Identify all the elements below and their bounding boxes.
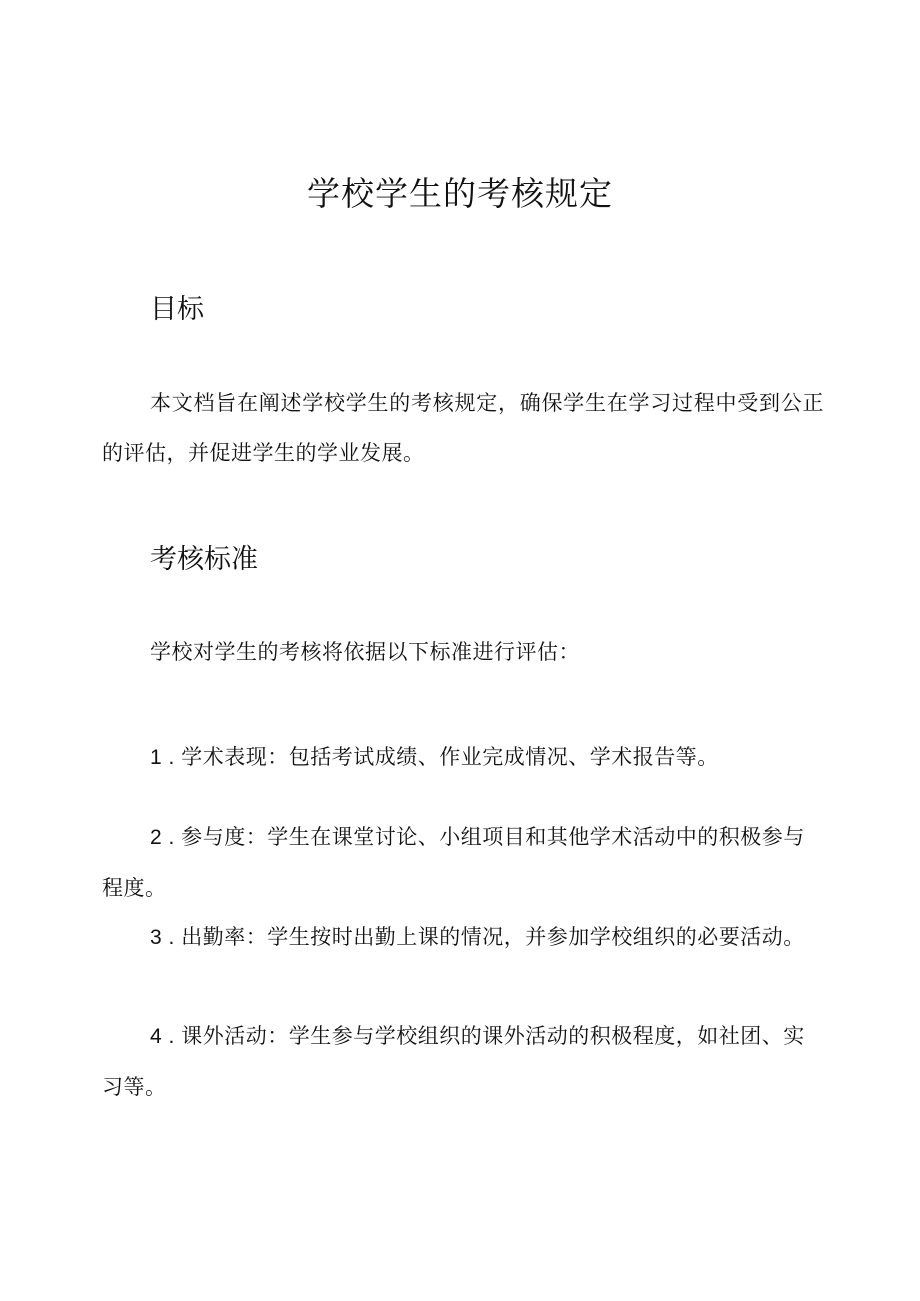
item-text: 出勤率：学生按时出勤上课的情况，并参加学校组织的必要活动。 [181, 925, 805, 949]
criteria-item-3: 3 . 出勤率：学生按时出勤上课的情况，并参加学校组织的必要活动。 [150, 925, 805, 949]
criteria-item-1: 1 . 学术表现：包括考试成绩、作业完成情况、学术报告等。 [150, 745, 719, 769]
goal-paragraph: 本文档旨在阐述学校学生的考核规定，确保学生在学习过程中受到公正的评估，并促进学生的学业发展。 [102, 391, 824, 465]
item-number: 1 [150, 746, 163, 769]
item-number: 4 [150, 1025, 163, 1048]
criteria-item-2: 2 . 参与度：学生在课堂讨论、小组项目和其他学术活动中的积极参与程度。 [102, 825, 805, 900]
section-heading-criteria: 考核标准 [150, 544, 258, 575]
criteria-item-4: 4 . 课外活动：学生参与学校组织的课外活动的积极程度，如社团、实习等。 [102, 1024, 805, 1099]
criteria-intro: 学校对学生的考核将依据以下标准进行评估： [150, 640, 580, 664]
document-title: 学校学生的考核规定 [307, 174, 613, 213]
item-number: 3 [150, 926, 163, 949]
item-text: 参与度：学生在课堂讨论、小组项目和其他学术活动中的积极参与程度。 [102, 825, 805, 900]
section-heading-goal: 目标 [150, 294, 204, 325]
item-text: 课外活动：学生参与学校组织的课外活动的积极程度，如社团、实习等。 [102, 1024, 805, 1099]
item-text: 学术表现：包括考试成绩、作业完成情况、学术报告等。 [181, 745, 719, 769]
item-number: 2 [150, 826, 163, 849]
